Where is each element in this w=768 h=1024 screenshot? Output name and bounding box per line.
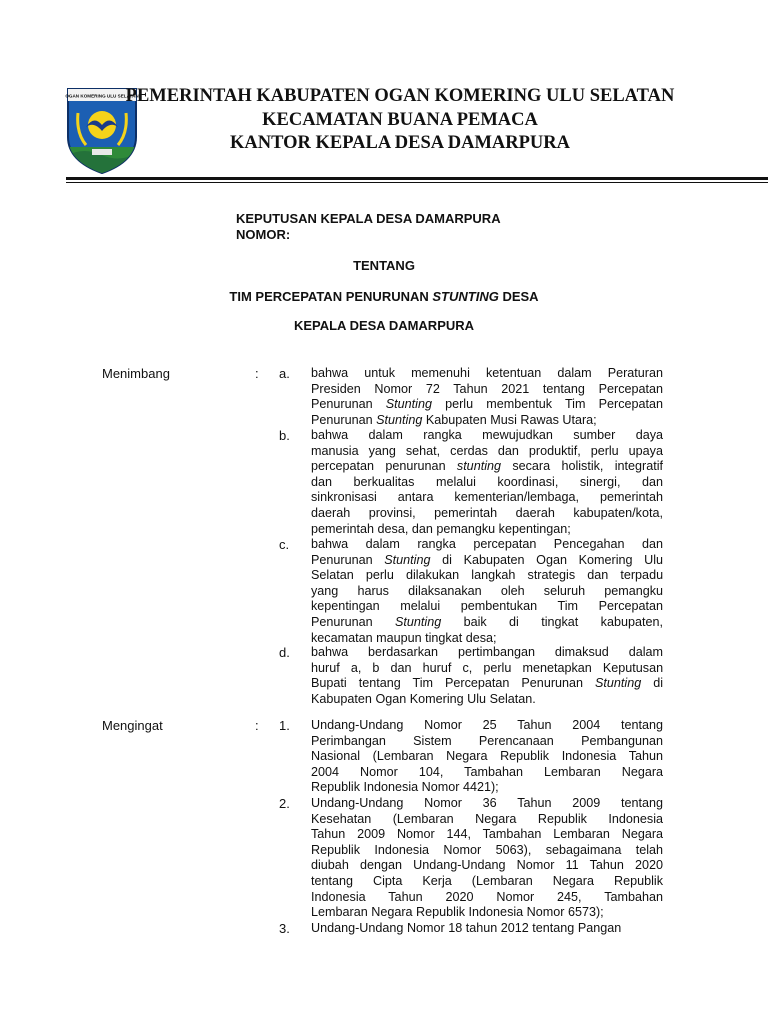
menimbang-item-text [311, 366, 663, 428]
menimbang-item-text [311, 645, 663, 707]
menimbang-item-marker: d. [279, 645, 290, 660]
text-line: Republik Indonesia Nomor 5063), sebagaimana telah [311, 842, 664, 857]
text-line: Undang-Undang Nomor 18 tahun 2012 tentang Pangan [311, 921, 622, 935]
text-line: bahwa berdasarkan pertimbangan dimaksud dalam [311, 645, 663, 659]
text-line: bahwa dalam rangka percepatan Pencegahan dan [311, 537, 663, 551]
text-line: Tahun 2009 Nomor 144, Tambahan Lembaran Negara [311, 827, 664, 842]
letterhead-divider-thin [66, 182, 768, 183]
text-line: dan berkualitas melalui koordinasi, sinergi, dan [311, 474, 664, 489]
menimbang-label: Menimbang [102, 366, 170, 381]
mengingat-item-marker: 3. [279, 921, 290, 936]
text-line: bahwa untuk memenuhi ketentuan dalam Peraturan [311, 366, 664, 380]
mengingat-label: Mengingat [102, 718, 163, 733]
text-line: Kabupaten Ogan Komering Ulu Selatan. [311, 691, 536, 706]
text-line: bahwa dalam rangka mewujudkan sumber daya [311, 428, 664, 442]
text-line: Penurunan Stunting baik di tingkat kabupaten, [311, 614, 663, 629]
menimbang-item-marker: c. [279, 537, 290, 552]
mengingat-colon: : [255, 718, 259, 733]
decree-number-label: NOMOR: [236, 227, 291, 242]
letterhead-regency-title: PEMERINTAH KABUPATEN OGAN KOMERING ULU SELATAN [125, 86, 675, 106]
text-line: diubah dengan Undang-Undang Nomor 11 Tahun 2020 [311, 858, 664, 873]
text-line: Penurunan Stunting di Kabupaten Ogan Komering Ulu [311, 552, 664, 567]
mengingat-item-text [311, 718, 663, 796]
text-line: manusia yang sehat, cerdas dan produktif, perlu upaya [311, 443, 663, 458]
mengingat-item-text [311, 796, 663, 921]
text-line: Republik Indonesia Nomor 4421); [311, 780, 499, 795]
text-line: Undang-Undang Nomor 36 Tahun 2009 tentang [311, 796, 663, 810]
letterhead-district-title: KECAMATAN BUANA PEMACA [262, 110, 538, 130]
text-line: percepatan penurunan stunting secara holistik, integratif [311, 459, 664, 474]
text-line: yang harus dilaksanakan oleh seluruh pemangku [311, 583, 664, 598]
text-line: Penurunan Stunting Kabupaten Musi Rawas Utara; [311, 412, 597, 427]
emblem-text: OGAN KOMERING ULU SELATAN [65, 93, 139, 99]
decree-subject-prefix: TIM PERCEPATAN PENURUNAN [229, 289, 433, 304]
menimbang-item-marker: b. [279, 428, 290, 443]
text-line: Undang-Undang Nomor 25 Tahun 2004 tentang [311, 718, 663, 732]
text-line: Penurunan Stunting perlu membentuk Tim Percepatan [311, 397, 664, 412]
text-line: Lembaran Negara Republik Indonesia Nomor 6573); [311, 905, 604, 920]
menimbang-colon: : [255, 366, 259, 381]
decree-title: KEPUTUSAN KEPALA DESA DAMARPURA [236, 211, 501, 226]
decree-subject-suffix: DESA [498, 289, 539, 304]
menimbang-item-marker: a. [279, 366, 290, 381]
about-heading: TENTANG [353, 258, 415, 273]
text-line: pemerintah desa, dan pemangku kepentingan; [311, 521, 571, 536]
decree-subject-italic: STUNTING [432, 289, 499, 304]
mengingat-item-marker: 1. [279, 718, 290, 733]
decree-subject [0, 289, 768, 304]
text-line: Perimbangan Sistem Perencanaan Pembangunan [311, 733, 663, 748]
text-line: huruf a, b dan huruf c, perlu menetapkan Keputusan [311, 660, 664, 675]
mengingat-item-text [311, 921, 663, 937]
letterhead-office-title: KANTOR KEPALA DESA DAMARPURA [229, 133, 571, 153]
text-line: daerah provinsi, pemerintah daerah kabupaten/kota, [311, 505, 663, 520]
menimbang-item-text [311, 537, 663, 646]
text-line: 2004 Nomor 104, Tambahan Lembaran Negara [311, 764, 664, 779]
text-line: kepentingan melalui pembentukan Tim Percepatan [311, 599, 664, 614]
text-line: kecamatan maupun tingkat desa; [311, 630, 497, 645]
issuer-heading: KEPALA DESA DAMARPURA [293, 318, 475, 333]
text-line: Bupati tentang Tim Percepatan Penurunan Stunting di [311, 676, 664, 691]
text-line: Kesehatan (Lembaran Negara Republik Indonesia [311, 811, 664, 826]
text-line: Nasional (Lembaran Negara Republik Indonesia Tahun [311, 749, 664, 764]
mengingat-item-marker: 2. [279, 796, 290, 811]
text-line: Selatan perlu dilakukan langkah strategis dan terpadu [311, 568, 664, 583]
letterhead-divider-thick [66, 177, 768, 180]
text-line: sinkronisasi antara kementerian/lembaga, pemerintah [311, 490, 663, 505]
menimbang-item-text [311, 428, 663, 537]
text-line: Presiden Nomor 72 Tahun 2021 tentang Percepatan [311, 381, 664, 396]
text-line: Indonesia Tahun 2020 Nomor 245, Tambahan [311, 889, 663, 904]
text-line: tentang Cipta Kerja (Lembaran Negara Republik [311, 873, 663, 888]
